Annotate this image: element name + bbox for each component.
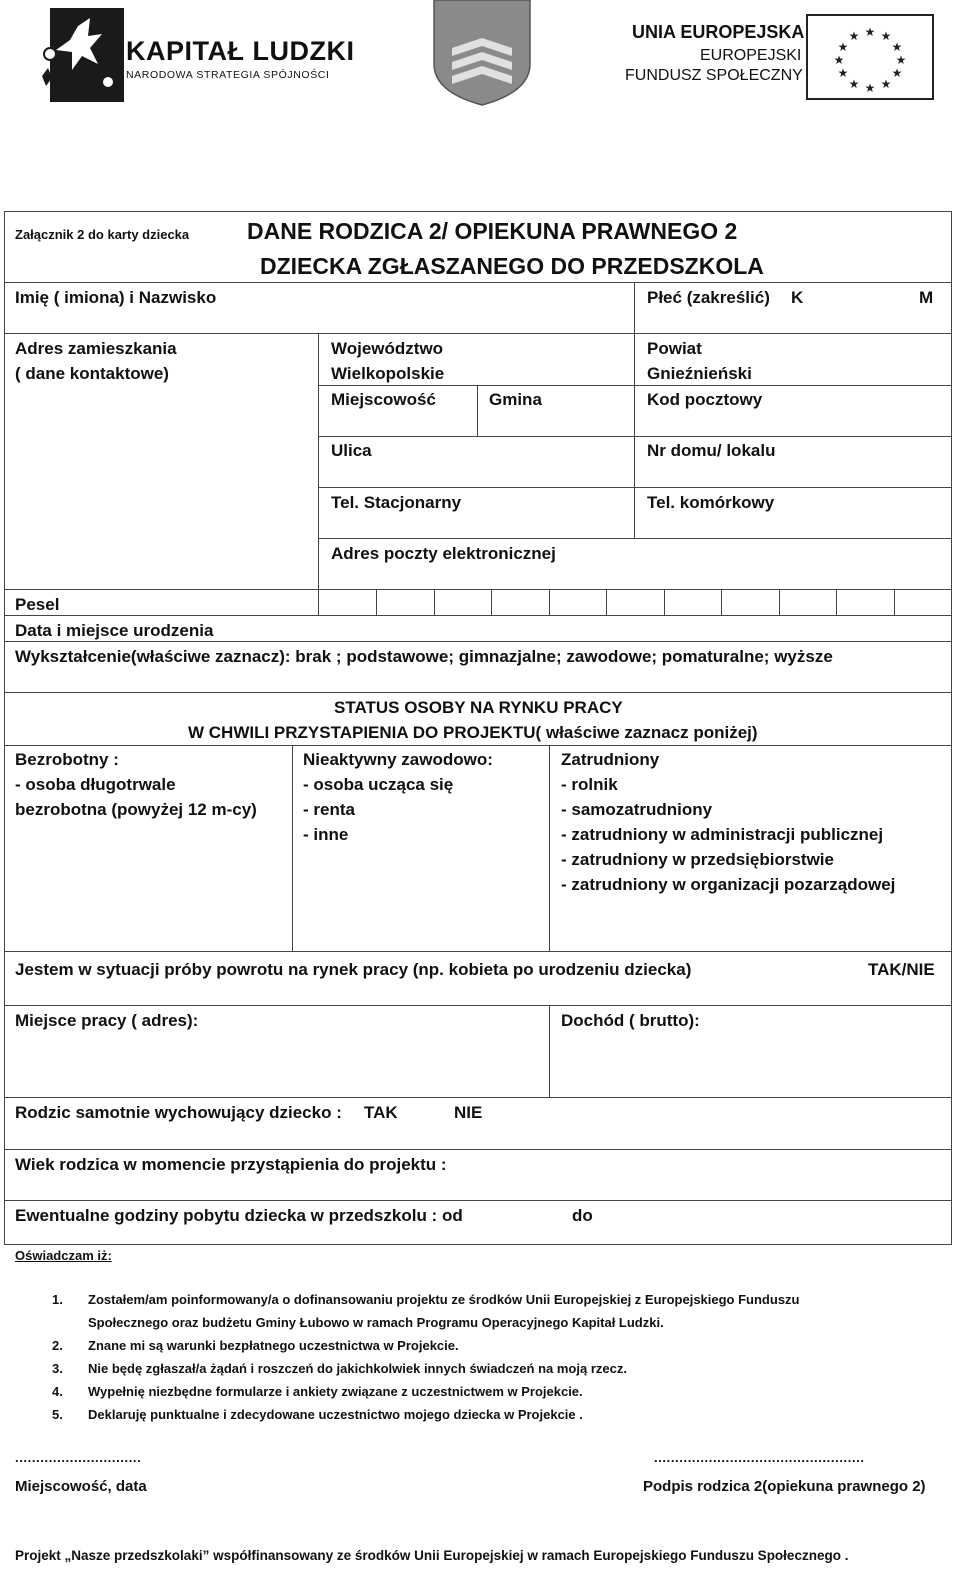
declaration-number: 5. <box>52 1407 63 1422</box>
kapital-ludzki-title: KAPITAŁ LUDZKI <box>126 36 355 66</box>
status-item[interactable]: Zatrudniony <box>561 750 660 769</box>
attachment-label: Załącznik 2 do karty dziecka <box>15 227 190 242</box>
declaration-text: Nie będę zgłaszał/a żądań i roszczeń do jakichkolwiek innych świadczeń na moją rzecz. <box>88 1361 627 1376</box>
single-parent-no[interactable]: NIE <box>454 1103 483 1122</box>
county-value: Gnieźnieński <box>647 364 752 383</box>
status-item[interactable]: Nieaktywny zawodowo: <box>303 750 493 769</box>
place-date-dots: .............................. <box>15 1450 142 1465</box>
declaration-text: Zostałem/am poinformowany/a o dofinansowaniu projektu ze środków Unii Europejskiej z Europejskiego Funduszu <box>88 1292 800 1307</box>
form-title-line2: DZIECKA ZGŁASZANEGO DO PRZEDSZKOLA <box>260 253 764 279</box>
svg-text:★: ★ <box>891 40 903 54</box>
eu-efs-logo <box>620 14 940 104</box>
status-item[interactable]: - inne <box>303 825 349 844</box>
status-item[interactable]: - zatrudniony w przedsiębiorstwie <box>561 850 834 869</box>
status-item[interactable]: - rolnik <box>561 775 618 794</box>
sex-label: Płeć (zakreślić) <box>647 288 770 307</box>
kapital-ludzki-subtitle: NARODOWA STRATEGIA SPÓJNOŚCI <box>126 69 330 81</box>
status-item[interactable]: - samozatrudniony <box>561 800 713 819</box>
pesel-label: Pesel <box>15 595 60 614</box>
income-label: Dochód ( brutto): <box>561 1011 700 1030</box>
declaration-text: Wypełnię niezbędne formularze i ankiety związane z uczestnictwem w Projekcie. <box>88 1384 583 1399</box>
signature-dots: .................................................. <box>654 1450 865 1465</box>
svg-text:★: ★ <box>864 25 876 39</box>
declaration-heading: Oświadczam iż: <box>15 1248 112 1263</box>
svg-text:★: ★ <box>864 81 876 95</box>
hours-to-label: do <box>572 1206 593 1225</box>
commune-label: Gmina <box>489 390 542 409</box>
svg-text:★: ★ <box>891 66 903 80</box>
svg-text:★: ★ <box>880 77 892 91</box>
svg-text:★: ★ <box>848 77 860 91</box>
declaration-item <box>52 1361 627 1376</box>
voivodeship-value: Wielkopolskie <box>331 364 445 383</box>
form-title-line1: DANE RODZICA 2/ OPIEKUNA PRAWNEGO 2 <box>247 218 738 244</box>
return-to-work-label: Jestem w sytuacji próby powrotu na rynek pracy (np. kobieta po urodzeniu dziecka) <box>15 960 692 979</box>
sex-option-k[interactable]: K <box>791 288 804 307</box>
svg-text:★: ★ <box>833 53 845 67</box>
declaration-item <box>52 1407 583 1422</box>
street-label: Ulica <box>331 441 372 460</box>
town-label: Miejscowość <box>331 390 436 409</box>
status-title-line2: W CHWILI PRZYSTAPIENIA DO PROJEKTU( właściwe zaznacz poniżej) <box>188 723 758 742</box>
declaration-text: Znane mi są warunki bezpłatnego uczestnictwa w Projekcie. <box>88 1338 459 1353</box>
status-item[interactable]: - osoba ucząca się <box>303 775 454 794</box>
svg-text:★: ★ <box>848 29 860 43</box>
county-label: Powiat <box>647 339 702 358</box>
eu-label: UNIA EUROPEJSKA <box>632 22 805 42</box>
workplace-label: Miejsce pracy ( adres): <box>15 1011 199 1030</box>
declaration-text: Społecznego oraz budżetu Gminy Łubowo w ramach Programu Operacyjnego Kapitał Ludzki. <box>88 1315 664 1330</box>
sex-option-m[interactable]: M <box>919 288 934 307</box>
svg-text:★: ★ <box>895 53 907 67</box>
coat-of-arms-icon <box>432 0 532 106</box>
parent-age-label: Wiek rodzica w momencie przystąpienia do projektu : <box>15 1155 447 1174</box>
svg-text:★: ★ <box>837 40 849 54</box>
kapital-ludzki-emblem-icon <box>38 6 126 104</box>
name-label: Imię ( imiona) i Nazwisko <box>15 288 217 307</box>
declaration-text: Deklaruję punktualne i zdecydowane uczestnictwo mojego dziecka w Projekcie . <box>88 1407 583 1422</box>
kapital-ludzki-logo <box>38 6 355 106</box>
single-parent-label: Rodzic samotnie wychowujący dziecko : <box>15 1103 342 1122</box>
declaration-item <box>52 1384 583 1399</box>
address-label: Adres zamieszkania <box>15 339 177 358</box>
svg-text:★: ★ <box>880 29 892 43</box>
single-parent-yes[interactable]: TAK <box>364 1103 398 1122</box>
postcode-label: Kod pocztowy <box>647 390 763 409</box>
mobile-label: Tel. komórkowy <box>647 493 775 512</box>
education-label: Wykształcenie(właściwe zaznacz): brak ; podstawowe; gimnazjalne; zawodowe; pomaturalne; wyższe <box>15 647 833 666</box>
address-sublabel: ( dane kontaktowe) <box>15 364 169 383</box>
hours-label: Ewentualne godziny pobytu dziecka w przedszkolu : od <box>15 1206 463 1225</box>
status-item: bezrobotna (powyżej 12 m-cy) <box>15 800 257 819</box>
email-label: Adres poczty elektronicznej <box>331 544 556 563</box>
efs-label-1: EUROPEJSKI <box>700 47 802 64</box>
signature-label: Podpis rodzica 2(opiekuna prawnego 2) <box>643 1478 926 1495</box>
status-item[interactable]: Bezrobotny : <box>15 750 119 769</box>
declaration-number: 4. <box>52 1384 63 1399</box>
status-item[interactable]: - zatrudniony w administracji publicznej <box>561 825 884 844</box>
house-number-label: Nr domu/ lokalu <box>647 441 776 460</box>
declaration-number: 1. <box>52 1292 63 1307</box>
status-item[interactable]: - zatrudniony w organizacji pozarządowej <box>561 875 896 894</box>
svg-text:★: ★ <box>837 66 849 80</box>
status-title-line1: STATUS OSOBY NA RYNKU PRACY <box>334 698 623 717</box>
declaration-number: 2. <box>52 1338 63 1353</box>
efs-label-2: FUNDUSZ SPOŁECZNY <box>625 67 803 84</box>
status-item[interactable]: - renta <box>303 800 355 819</box>
declaration-item <box>52 1292 799 1307</box>
declaration-number: 3. <box>52 1361 63 1376</box>
voivodeship-label: Województwo <box>331 339 444 358</box>
footer-note: Projekt „Nasze przedszkolaki” współfinansowany ze środków Unii Europejskiej w ramach Europejskiego Funduszu Społecznego . <box>15 1548 849 1563</box>
declaration-item <box>52 1315 664 1330</box>
phone-label: Tel. Stacjonarny <box>331 493 462 512</box>
return-to-work-answer[interactable]: TAK/NIE <box>868 960 935 979</box>
place-date-label: Miejscowość, data <box>15 1478 147 1495</box>
status-item[interactable]: - osoba długotrwale <box>15 775 176 794</box>
declaration-item <box>52 1338 459 1353</box>
eu-flag-icon <box>806 14 934 100</box>
birth-label: Data i miejsce urodzenia <box>15 621 214 640</box>
